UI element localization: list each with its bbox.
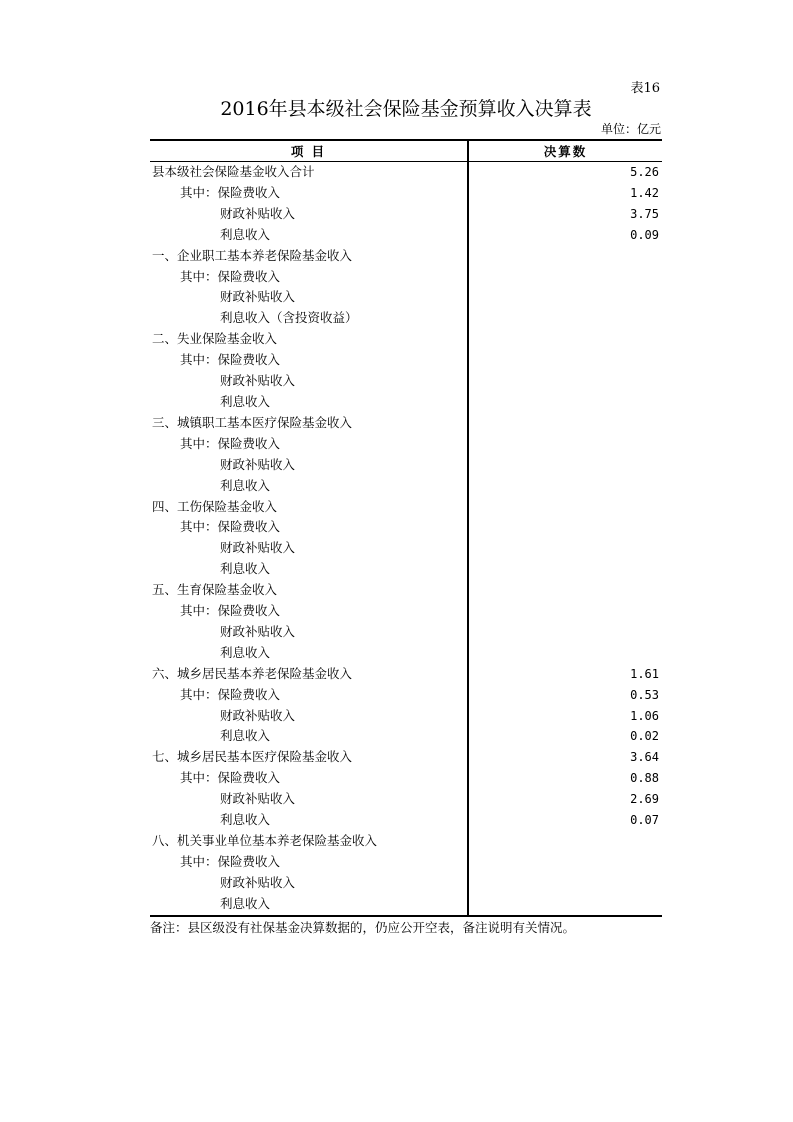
- row-value: 1.61: [468, 664, 662, 685]
- table-row: [150, 497, 662, 518]
- row-label: 财政补贴收入: [220, 456, 296, 472]
- row-value: [468, 831, 662, 852]
- table-row: [150, 392, 662, 413]
- table-row: [150, 664, 662, 685]
- row-value: [468, 894, 662, 916]
- row-label: 财政补贴收入: [220, 874, 296, 890]
- row-value: 0.09: [468, 225, 662, 246]
- table-row: [150, 559, 662, 580]
- row-label: 利息收入: [220, 728, 271, 744]
- table-row: [150, 643, 662, 664]
- row-value: 2.69: [468, 789, 662, 810]
- row-label: 利息收入: [220, 561, 271, 577]
- row-value: [468, 643, 662, 664]
- row-label: 一、企业职工基本养老保险基金收入: [152, 247, 353, 263]
- row-value: [468, 601, 662, 622]
- row-label: 利息收入: [220, 644, 271, 660]
- table-row: [150, 329, 662, 350]
- row-label: 财政补贴收入: [220, 791, 296, 807]
- header-item: 项 目: [150, 140, 468, 162]
- table-row: [150, 894, 662, 916]
- row-value: [468, 392, 662, 413]
- row-label: 财政补贴收入: [220, 623, 296, 639]
- row-value: 0.02: [468, 726, 662, 747]
- row-value: [468, 246, 662, 267]
- footnote: 备注：县区级没有社保基金决算数据的，仍应公开空表，备注说明有关情况。: [150, 920, 576, 935]
- row-value: [468, 455, 662, 476]
- row-value: 0.07: [468, 810, 662, 831]
- table-row: [150, 622, 662, 643]
- unit-label: 单位：亿元: [600, 122, 661, 136]
- table-row: [150, 789, 662, 810]
- table-row: [150, 726, 662, 747]
- row-label: 财政补贴收入: [220, 707, 296, 723]
- table-row: [150, 810, 662, 831]
- row-value: [468, 873, 662, 894]
- row-label: 其中：保险费收入: [180, 352, 281, 368]
- row-label: 其中：保险费收入: [180, 603, 281, 619]
- row-label: 其中：保险费收入: [180, 770, 281, 786]
- row-label: 其中：保险费收入: [180, 519, 281, 535]
- table-row: [150, 413, 662, 434]
- row-label: 四、工伤保险基金收入: [152, 498, 278, 514]
- table-row: [150, 601, 662, 622]
- row-label: 利息收入: [220, 393, 271, 409]
- row-value: [468, 287, 662, 308]
- row-value: [468, 497, 662, 518]
- row-value: [468, 413, 662, 434]
- header-value: 决算数: [468, 140, 662, 162]
- row-value: [468, 308, 662, 329]
- row-label: 七、城乡居民基本医疗保险基金收入: [152, 749, 353, 765]
- row-label: 县本级社会保险基金收入合计: [152, 164, 315, 179]
- row-value: [468, 580, 662, 601]
- row-label: 其中：保险费收入: [180, 853, 281, 869]
- table-row: [150, 852, 662, 873]
- row-value: 3.64: [468, 747, 662, 768]
- row-label: 其中：保险费收入: [180, 435, 281, 451]
- page-title: 2016年县本级社会保险基金预算收入决算表: [220, 98, 592, 120]
- row-label: 三、城镇职工基本医疗保险基金收入: [152, 414, 353, 430]
- table-number: 表16: [630, 81, 660, 96]
- row-value: 1.42: [468, 183, 662, 204]
- row-label: 利息收入（含投资收益）: [220, 310, 358, 326]
- table-row: [150, 434, 662, 455]
- budget-table: [150, 139, 662, 917]
- row-value: 5.26: [468, 162, 662, 183]
- row-label: 利息收入: [220, 226, 271, 242]
- table-row: [150, 183, 662, 204]
- row-label: 利息收入: [220, 895, 271, 911]
- row-value: [468, 517, 662, 538]
- table-row: [150, 831, 662, 852]
- table-header-row: [150, 140, 662, 162]
- table-row: [150, 517, 662, 538]
- row-value: [468, 538, 662, 559]
- row-label: 五、生育保险基金收入: [152, 582, 278, 598]
- table-row: [150, 685, 662, 706]
- table-row: [150, 580, 662, 601]
- row-label: 二、失业保险基金收入: [152, 331, 278, 347]
- row-value: [468, 559, 662, 580]
- row-label: 六、城乡居民基本养老保险基金收入: [152, 665, 353, 681]
- row-label: 财政补贴收入: [220, 205, 296, 221]
- row-label: 其中：保险费收入: [180, 184, 281, 200]
- row-value: [468, 329, 662, 350]
- row-label: 财政补贴收入: [220, 540, 296, 556]
- row-value: [468, 350, 662, 371]
- table-row: [150, 246, 662, 267]
- table-row: [150, 350, 662, 371]
- row-value: [468, 371, 662, 392]
- table-row: [150, 538, 662, 559]
- row-value: [468, 434, 662, 455]
- table-row: [150, 873, 662, 894]
- row-value: [468, 267, 662, 288]
- row-label: 八、机关事业单位基本养老保险基金收入: [152, 833, 378, 848]
- table-row: [150, 476, 662, 497]
- table-row: [150, 308, 662, 329]
- table-row: [150, 768, 662, 789]
- row-label: 利息收入: [220, 477, 271, 493]
- row-value: [468, 852, 662, 873]
- row-label: 其中：保险费收入: [180, 268, 281, 284]
- row-value: 1.06: [468, 706, 662, 727]
- row-value: 0.88: [468, 768, 662, 789]
- row-value: [468, 476, 662, 497]
- table-row: [150, 287, 662, 308]
- row-value: [468, 622, 662, 643]
- row-label: 其中：保险费收入: [180, 686, 281, 702]
- table-row: [150, 267, 662, 288]
- row-label: 利息收入: [220, 812, 271, 828]
- table-row: [150, 162, 662, 183]
- row-value: 3.75: [468, 204, 662, 225]
- table-row: [150, 455, 662, 476]
- row-value: 0.53: [468, 685, 662, 706]
- table-row: [150, 706, 662, 727]
- table-row: [150, 204, 662, 225]
- row-label: 财政补贴收入: [220, 373, 296, 389]
- table-row: [150, 225, 662, 246]
- table-row: [150, 371, 662, 392]
- table-row: [150, 747, 662, 768]
- row-label: 财政补贴收入: [220, 289, 296, 305]
